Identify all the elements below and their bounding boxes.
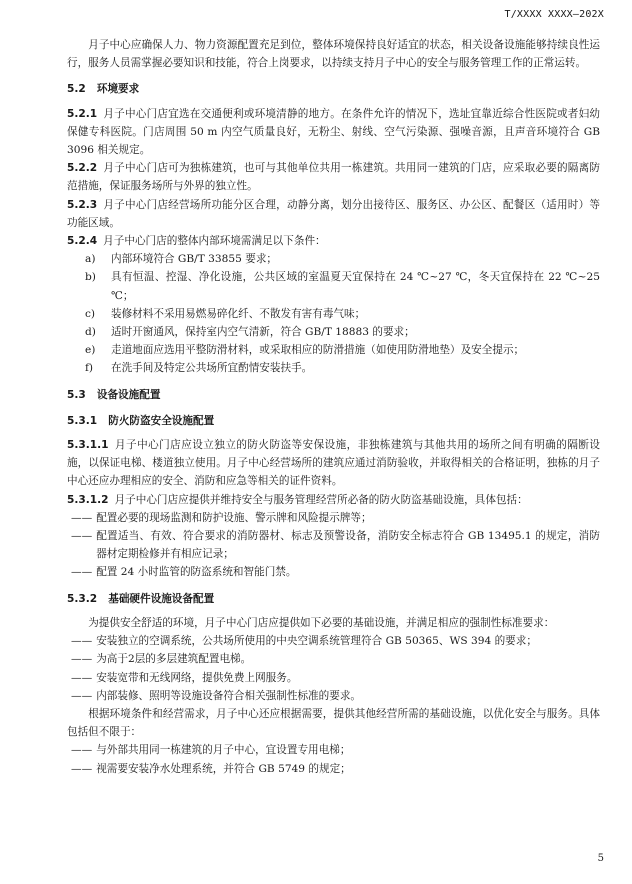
list-item-text: 与外部共用同一栋建筑的月子中心，宜设置专用电梯； xyxy=(96,744,351,757)
clause-5-3-1-2 xyxy=(67,491,600,509)
clause-5-2-4-list xyxy=(67,250,600,377)
list-item-text: 内部装修、照明等设施设备符合相关强制性标准的要求。 xyxy=(96,689,362,702)
list-item-label: —— xyxy=(71,653,93,666)
list-item xyxy=(67,527,600,563)
list-item-text: 配置 24 小时监管的防盗系统和智能门禁。 xyxy=(96,566,297,579)
clause-text: 月子中心门店应提供并维持安全与服务管理经营所必备的防火防盗基础设施，具体包括： xyxy=(114,493,528,506)
list-item xyxy=(67,563,600,581)
list-item-text: 安装宽带和无线网络，提供免费上网服务。 xyxy=(96,671,298,684)
list-item-text: 配置适当、有效、符合要求的消防器材、标志及预警设备，消防安全标志符合 GB 13495.1 的规定，消防器材定期检修并有相应记录； xyxy=(96,530,600,561)
list-item xyxy=(67,741,600,759)
clause-number: 5.2.3 xyxy=(67,198,98,211)
list-item-label: —— xyxy=(71,530,93,543)
list-item xyxy=(67,305,600,323)
section-5-3-1-heading xyxy=(67,412,600,430)
list-item xyxy=(67,323,600,341)
list-item-text: 走道地面应选用平整防滑材料，或采取相应的防滑措施（如使用防滑地垫）及安全提示； xyxy=(111,344,525,357)
clause-number: 5.3.1.2 xyxy=(67,493,109,506)
list-item-label: —— xyxy=(71,671,93,684)
section-5-3-2-heading xyxy=(67,590,600,608)
section-title: 基础硬件设施设备配置 xyxy=(108,592,215,605)
section-5-3-2-list-2 xyxy=(67,741,600,777)
list-item-text: 视需要安装净水处理系统，并符合 GB 5749 的规定； xyxy=(96,762,351,775)
list-item-label: —— xyxy=(71,511,93,524)
list-item xyxy=(67,669,600,687)
list-item xyxy=(67,250,600,268)
clause-number: 5.2.2 xyxy=(67,162,98,175)
list-item-label: d) xyxy=(85,326,96,339)
section-5-3-heading xyxy=(67,386,600,404)
list-item-label: —— xyxy=(71,689,93,702)
list-item-text: 配置必要的现场监测和防护设施、警示牌和风险提示牌等； xyxy=(96,511,372,524)
section-number: 5.3.1 xyxy=(67,414,98,427)
list-item xyxy=(67,650,600,668)
section-title: 设备设施配置 xyxy=(96,388,161,401)
page-number: 5 xyxy=(597,853,604,864)
clause-5-2-4 xyxy=(67,232,600,250)
clause-5-2-2 xyxy=(67,159,600,195)
list-item-label: b) xyxy=(85,271,96,284)
list-item-label: —— xyxy=(71,744,93,757)
section-5-3-2-intro: 为提供安全舒适的环境，月子中心门店应提供如下必要的基础设施，并满足相应的强制性标准要求： xyxy=(88,616,555,629)
list-item-label: f) xyxy=(85,362,94,375)
section-5-2-heading xyxy=(67,80,600,98)
clause-text: 月子中心门店宜选在交通便利或环境清静的地方。在条件允许的情况下，选址宜靠近综合性医院或者妇幼保健专科医院。门店周围 50 m 内空气质量良好，无粉尘、射线、空气污染源、强噪音源，且声音环境符合 GB 3096 相关规定。 xyxy=(67,107,600,157)
list-item-label: e) xyxy=(85,344,96,357)
list-item xyxy=(67,359,600,377)
list-item-text: 为高于2层的多层建筑配置电梯。 xyxy=(96,653,252,666)
list-item-text: 在洗手间及特定公共场所宜酌情安装扶手。 xyxy=(111,362,313,375)
list-item xyxy=(67,509,600,527)
intro-paragraph: 月子中心应确保人力、物力资源配置充足到位，整体环境保持良好适宜的状态，相关设备设施能够持续良性运行，服务人员需掌握必要知识和技能，符合上岗要求，以持续支持月子中心的安全与服务管理工作的正常运转。 xyxy=(67,39,600,70)
list-item-label: —— xyxy=(71,635,93,648)
list-item-text: 内部环境符合 GB/T 33855 要求； xyxy=(111,253,278,266)
clause-text: 月子中心门店的整体内部环境需满足以下条件： xyxy=(103,235,326,248)
list-item-label: c) xyxy=(85,307,96,320)
clause-text: 月子中心门店可为独栋建筑，也可与其他单位共用一栋建筑。共用同一建筑的门店，应采取必要的隔离防范措施，保证服务场所与外界的独立性。 xyxy=(67,162,600,193)
list-item-label: —— xyxy=(71,762,93,775)
list-item xyxy=(67,268,600,304)
list-item-text: 适时开窗通风，保持室内空气清新，符合 GB/T 18883 的要求； xyxy=(111,326,415,339)
document-body xyxy=(67,36,600,778)
section-number: 5.2 xyxy=(67,83,86,96)
page-header: T/XXXX XXXX—202X xyxy=(504,9,604,20)
clause-text: 月子中心门店经营场所功能分区合理，动静分离，划分出接待区、服务区、办公区、配餐区（适用时）等功能区域。 xyxy=(67,198,600,229)
clause-5-2-1 xyxy=(67,105,600,160)
section-5-3-2-list xyxy=(67,632,600,705)
clause-5-3-1-1 xyxy=(67,436,600,491)
section-title: 防火防盗安全设施配置 xyxy=(108,414,215,427)
clause-5-2-3 xyxy=(67,196,600,232)
clause-number: 5.2.4 xyxy=(67,235,98,248)
list-item-text: 具有恒温、控湿、净化设施，公共区域的室温夏天宜保持在 24 ℃~27 ℃，冬天宜保持在 22 ℃~25 ℃； xyxy=(111,271,600,302)
clause-number: 5.2.1 xyxy=(67,107,98,120)
list-item xyxy=(67,687,600,705)
list-item xyxy=(67,760,600,778)
list-item xyxy=(67,341,600,359)
list-item xyxy=(67,632,600,650)
section-number: 5.3 xyxy=(67,388,86,401)
list-item-label: —— xyxy=(71,566,93,579)
clause-text: 月子中心门店应设立独立的防火防盗等安保设施，非独栋建筑与其他共用的场所之间有明确的隔断设施，以保证电梯、楼道独立使用。月子中心经营场所的建筑应通过消防验收，并取得相关的合格证明，独栋的月子中心还应办理相应的安全、消防和应急等相关的证件资料。 xyxy=(67,439,600,488)
list-item-text: 安装独立的空调系统，公共场所使用的中央空调系统管理符合 GB 50365、WS 394 的要求； xyxy=(96,635,537,648)
clause-5-3-1-2-list xyxy=(67,509,600,582)
section-number: 5.3.2 xyxy=(67,592,98,605)
section-5-3-2-intro-2: 根据环境条件和经营需求，月子中心还应根据需要，提供其他经营所需的基础设施，以优化安全与服务。具体包括但不限于： xyxy=(67,707,600,739)
list-item-label: a) xyxy=(85,253,96,266)
list-item-text: 装修材料不采用易燃易碎化纤、不散发有害有毒气味； xyxy=(111,307,366,320)
clause-number: 5.3.1.1 xyxy=(67,439,109,452)
section-title: 环境要求 xyxy=(96,83,140,96)
